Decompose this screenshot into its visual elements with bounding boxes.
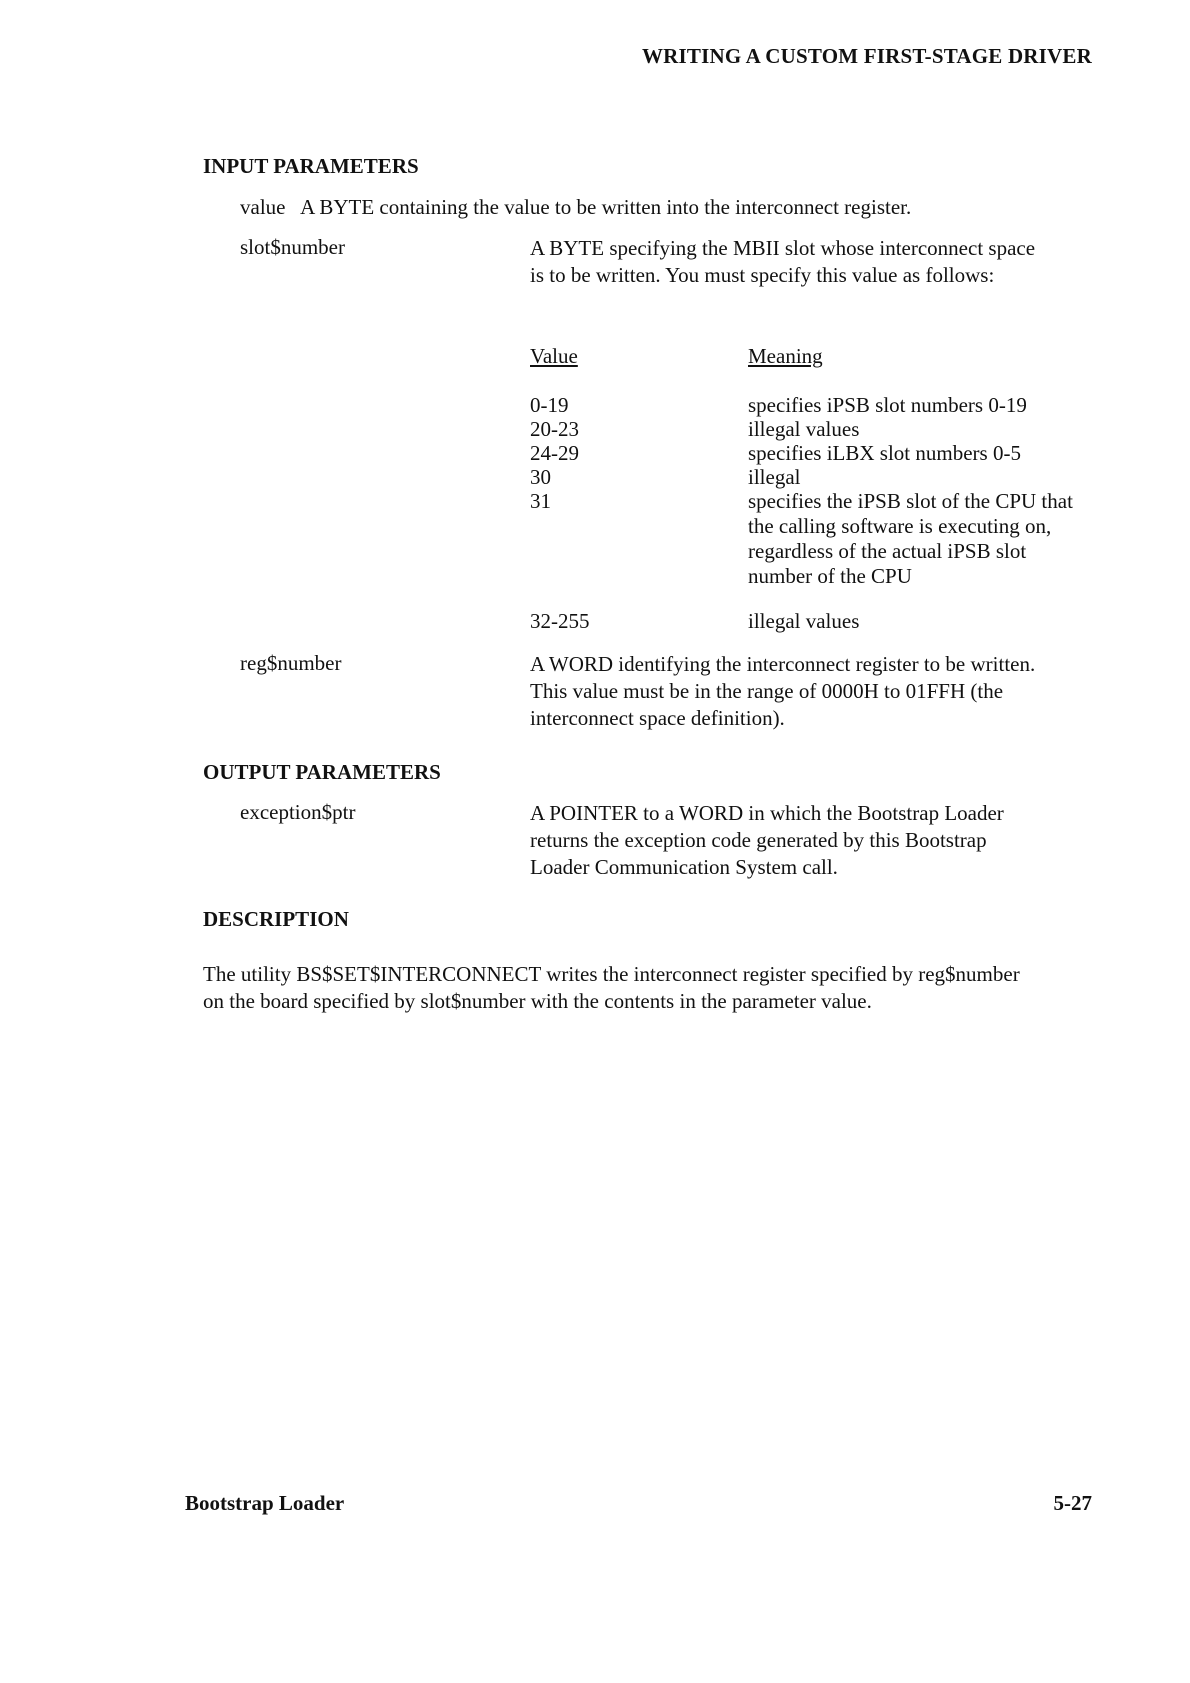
table-cell-value: 30 bbox=[530, 465, 551, 489]
table-cell-meaning: specifies iPSB slot numbers 0-19 bbox=[748, 393, 1027, 417]
reg-number-name: reg$number bbox=[240, 651, 342, 675]
description-heading: DESCRIPTION bbox=[203, 907, 349, 931]
table-cell-value: 20-23 bbox=[530, 417, 579, 441]
table-cell-value: 0-19 bbox=[530, 393, 569, 417]
table-cell-meaning: specifies iLBX slot numbers 0-5 bbox=[748, 441, 1021, 465]
running-header: WRITING A CUSTOM FIRST-STAGE DRIVER bbox=[641, 44, 1092, 68]
description-text: The utility BS$SET$INTERCONNECT writes the interconnect register specified by reg$number on the board specified by slot$number with the contents in the parameter value. bbox=[203, 962, 1020, 1013]
table-header-value: Value bbox=[530, 344, 578, 368]
exception-ptr-name: exception$ptr bbox=[240, 800, 356, 824]
slot-number-description: A BYTE specifying the MBII slot whose interconnect space is to be written. You must specify this value as follows: bbox=[530, 236, 1036, 287]
table-cell-value: 32-255 bbox=[530, 609, 590, 633]
table-cell-meaning: specifies the iPSB slot of the CPU that the calling software is executing on, regardless of the actual iPSB slot number of the CPU bbox=[748, 489, 1073, 588]
output-parameters-heading: OUTPUT PARAMETERS bbox=[203, 760, 441, 784]
table-header-meaning: Meaning bbox=[748, 344, 823, 368]
table-cell-value: 24-29 bbox=[530, 441, 579, 465]
table-cell-meaning: illegal bbox=[748, 465, 801, 489]
slot-value-table bbox=[530, 344, 1100, 634]
page-number: 5-27 bbox=[1053, 1491, 1092, 1515]
slot-number-name: slot$number bbox=[240, 235, 345, 259]
table-cell-meaning: illegal values bbox=[748, 417, 860, 441]
table-cell-value: 31 bbox=[530, 489, 551, 513]
value-parameter-line: value A BYTE containing the value to be written into the interconnect register. bbox=[240, 195, 912, 219]
reg-number-description: A WORD identifying the interconnect register to be written. This value must be in the range of 0000H to 01FFH (the interconnect space definition). bbox=[530, 652, 1036, 730]
input-parameters-heading: INPUT PARAMETERS bbox=[203, 154, 419, 178]
exception-ptr-description: A POINTER to a WORD in which the Bootstrap Loader returns the exception code generated by this Bootstrap Loader Communication System call. bbox=[530, 801, 1004, 879]
footer-title: Bootstrap Loader bbox=[185, 1491, 345, 1515]
table-cell-meaning: illegal values bbox=[748, 609, 860, 633]
